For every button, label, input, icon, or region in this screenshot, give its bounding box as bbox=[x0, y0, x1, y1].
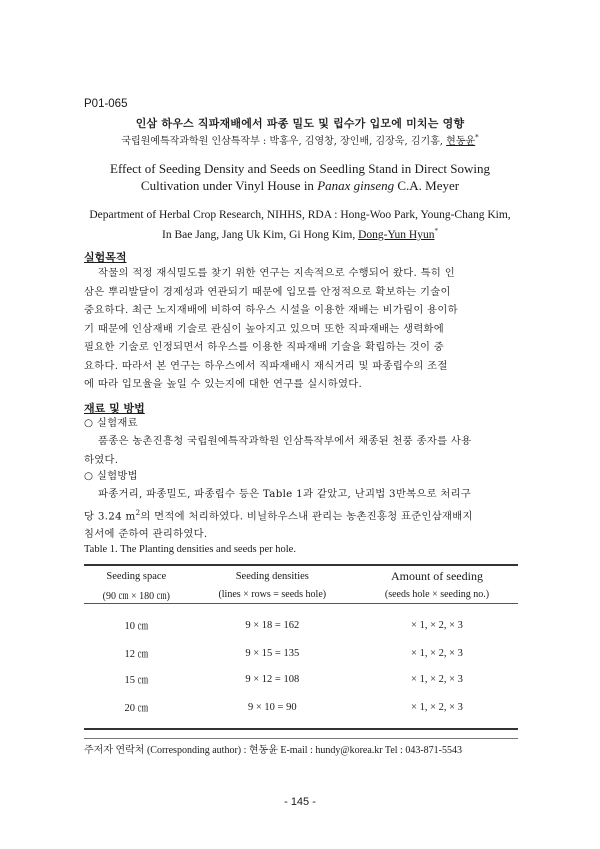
paragraph-line: 요하다. 따라서 본 연구는 하우스에서 직파재배시 재식거리 및 파종립수의 조절 bbox=[84, 359, 448, 372]
english-title-line2 bbox=[0, 177, 600, 194]
subheading-method: ○ 실험방법 bbox=[84, 470, 138, 482]
table-cell: × 1, × 2, × 3 bbox=[411, 701, 463, 713]
paragraph-line: 하였다. bbox=[84, 453, 119, 466]
paragraph-line-text: 의 면적에 처리하였다. 비닐하우스내 관리는 농촌진흥청 표준인삼재배지 bbox=[140, 509, 473, 522]
paragraph-line bbox=[84, 504, 519, 526]
materials-paragraph bbox=[84, 432, 519, 469]
table-caption: Table 1. The Planting densities and seeds per hole. bbox=[84, 544, 296, 555]
english-title-line1: Effect of Seeding Density and Seeds on Seedling Stand in Direct Sowing bbox=[110, 161, 490, 176]
footnote-divider bbox=[84, 738, 518, 739]
table-row bbox=[84, 692, 518, 729]
method-paragraph bbox=[84, 485, 519, 544]
table-cell: 9 × 10 = 90 bbox=[247, 701, 297, 713]
abstract-code: P01-065 bbox=[84, 98, 128, 110]
paragraph-line: 에 따라 입모율을 높일 수 있는지에 대한 연구를 실시하였다. bbox=[84, 378, 363, 390]
purpose-paragraph bbox=[84, 264, 519, 394]
table-row bbox=[84, 666, 518, 692]
affiliation-line2-text: In Bae Jang, Jang Uk Kim, Gi Hong Kim, bbox=[162, 228, 359, 241]
section-heading-purpose: 실험목적 bbox=[84, 251, 127, 264]
table-header-subrow bbox=[84, 585, 518, 604]
species-authority: C.A. Meyer bbox=[394, 178, 460, 193]
table-cell: × 1, × 2, × 3 bbox=[411, 673, 463, 685]
table-cell: 9 × 15 = 135 bbox=[245, 647, 300, 659]
affiliation-line2 bbox=[0, 223, 600, 243]
section-heading-methods: 재료 및 방법 bbox=[84, 402, 145, 415]
page-number: - 145 - bbox=[284, 796, 316, 808]
paragraph-line bbox=[84, 432, 519, 451]
header-amount-of-seeding-unit: (seeds hole × seeding no.) bbox=[384, 588, 490, 600]
table-cell: 9 × 12 = 108 bbox=[245, 673, 300, 685]
paragraph-line: 침서에 준하여 관리하였다. bbox=[84, 528, 208, 541]
table-cell: 9 × 18 = 162 bbox=[245, 619, 300, 631]
paragraph-line bbox=[84, 264, 519, 283]
planting-table bbox=[84, 567, 518, 730]
table-cell: 10 ㎝ bbox=[124, 620, 149, 632]
table-row bbox=[84, 604, 518, 641]
paragraph-line: 기 때문에 인삼재배 기술로 관심이 높아지고 있으며 또한 직파재배는 생력화에 bbox=[84, 322, 445, 335]
area-value: 당 3.24 m bbox=[84, 509, 136, 522]
species-name: Panax ginseng bbox=[317, 178, 395, 193]
korean-authors bbox=[0, 132, 600, 147]
paragraph-line bbox=[84, 485, 519, 504]
english-affiliation bbox=[0, 207, 600, 243]
paragraph-line: 필요한 기술로 인정되면서 하우스를 이용한 직파재배 기술을 확립하는 것이 중 bbox=[84, 341, 445, 353]
table-cell: × 1, × 2, × 3 bbox=[411, 647, 463, 659]
table-cell: 20 ㎝ bbox=[124, 702, 149, 714]
corresponding-mark: * bbox=[475, 133, 479, 142]
footnote: 주저자 연락처 (Corresponding author) : 현동윤 E-mail : hundy@korea.kr Tel : 043-871-5543 bbox=[84, 745, 462, 756]
header-seeding-densities-unit: (lines × rows = seeds hole) bbox=[218, 588, 327, 600]
paragraph-line-text: 파종거리, 파종밀도, 파종립수 등은 Table 1과 같았고, 난괴법 3반복으로 처리구 bbox=[98, 488, 472, 500]
subheading-materials: ○ 실험재료 bbox=[84, 417, 138, 429]
header-amount-of-seeding: Amount of seeding bbox=[390, 568, 483, 583]
header-seeding-space-unit: (90 ㎝ × 180 ㎝) bbox=[102, 590, 170, 602]
corresponding-author-en: Dong-Yun Hyun bbox=[358, 228, 435, 241]
table-top-rule bbox=[84, 564, 518, 566]
korean-title: 인삼 하우스 직파재배에서 파종 밀도 및 립수가 입모에 미치는 영향 bbox=[135, 117, 465, 130]
paragraph-line-text: 작물의 적정 재식밀도를 찾기 위한 연구는 지속적으로 수행되어 왔다. 특히 인 bbox=[98, 267, 455, 279]
table-cell: 15 ㎝ bbox=[124, 674, 149, 686]
english-title bbox=[0, 160, 600, 194]
corresponding-mark-en: * bbox=[434, 227, 438, 235]
paragraph-line: 중요하다. 최근 노지재배에 비하여 하우스 시설을 이용한 재배는 비가림이 용이하 bbox=[84, 304, 458, 316]
korean-authors-text: 국립원예특작과학원 인삼특작부 : 박홍우, 김영창, 장인배, 김장욱, 김기홍, bbox=[121, 136, 447, 147]
corresponding-author-ko: 현동윤 bbox=[446, 136, 476, 147]
table-cell: × 1, × 2, × 3 bbox=[411, 619, 463, 631]
english-title-line2-text: Cultivation under Vinyl House in bbox=[140, 178, 318, 193]
area-superscript: 2 bbox=[135, 508, 141, 517]
header-seeding-densities: Seeding densities bbox=[235, 570, 309, 582]
header-seeding-space: Seeding space bbox=[106, 570, 167, 582]
affiliation-line1: Department of Herbal Crop Research, NIHHS, RDA : Hong-Woo Park, Young-Chang Kim, bbox=[89, 209, 511, 221]
table-header-row bbox=[84, 567, 518, 585]
paragraph-line-text: 품종은 농촌진흥청 국립원예특작과학원 인삼특작부에서 채종된 천풍 종자를 사용 bbox=[98, 435, 472, 447]
paragraph-line: 삼은 뿌리발달이 경제성과 연관되기 때문에 입모를 안정적으로 확보하는 기술이 bbox=[84, 285, 451, 298]
table-row bbox=[84, 640, 518, 666]
table-cell: 12 ㎝ bbox=[124, 648, 149, 660]
